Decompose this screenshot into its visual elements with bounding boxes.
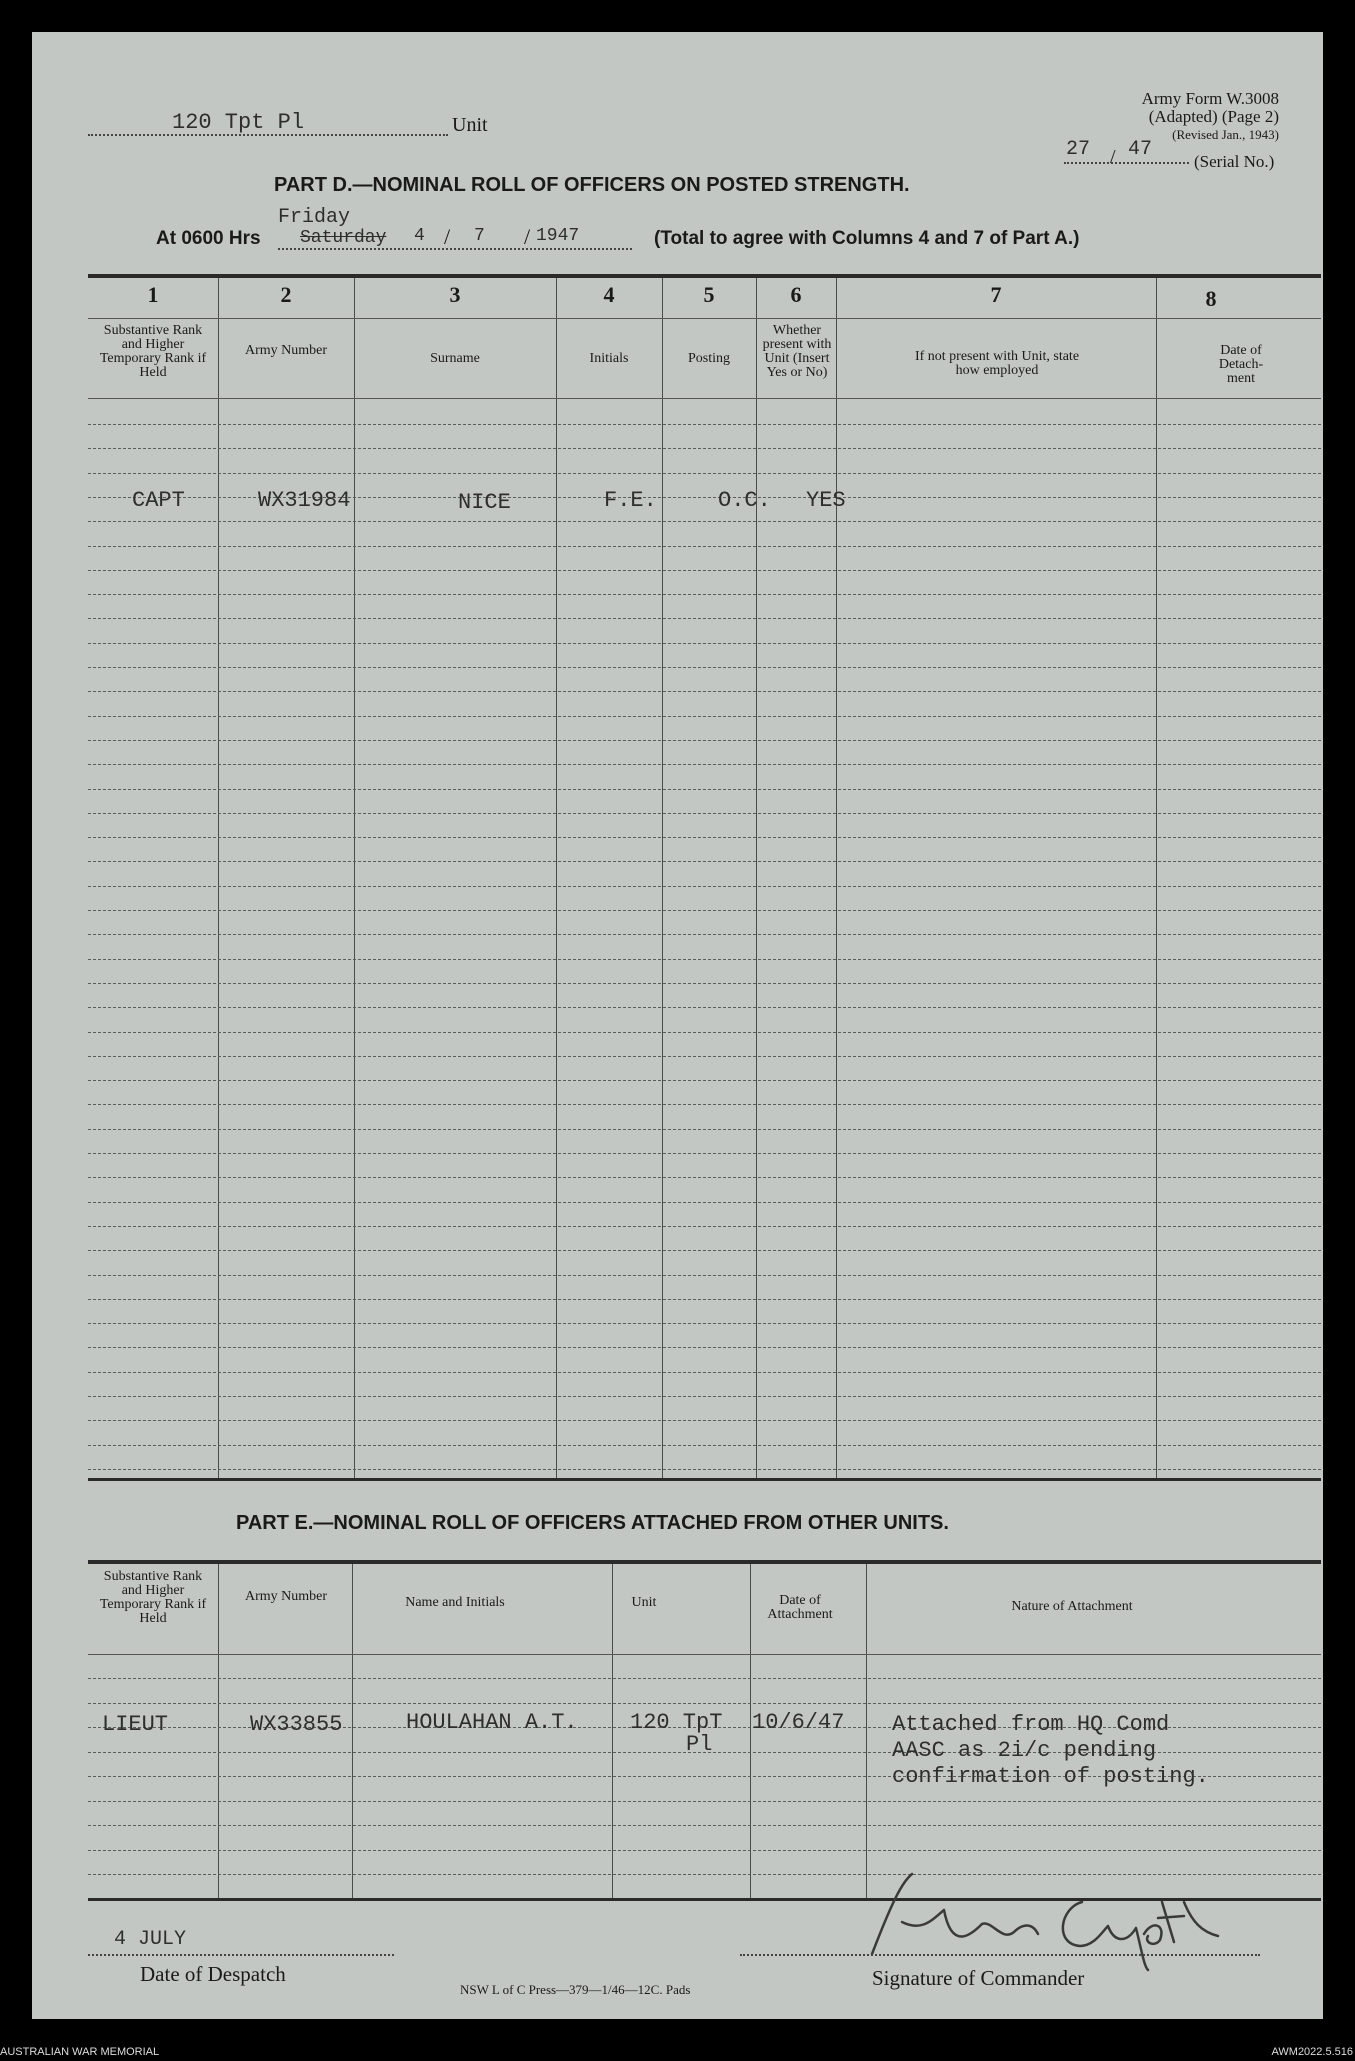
row-rule bbox=[88, 1032, 1321, 1033]
row-rule bbox=[88, 546, 1321, 547]
date-day: 4 bbox=[414, 226, 425, 246]
row-rule bbox=[88, 448, 1321, 449]
serial-b: 47 bbox=[1128, 138, 1153, 161]
e-hdr-rank: Substantive Rank and Higher Temporary Rank if Held bbox=[99, 1569, 207, 1626]
col-num-4: 4 bbox=[603, 282, 615, 307]
e-row-army-number: WX33855 bbox=[250, 1712, 343, 1737]
row-rule bbox=[88, 1420, 1321, 1421]
unit-value: 120 Tpt Pl bbox=[172, 110, 305, 135]
serial-line bbox=[1064, 162, 1189, 164]
row-rule bbox=[88, 1056, 1321, 1057]
col-num-3: 3 bbox=[449, 282, 461, 307]
day-written: Friday bbox=[278, 206, 351, 229]
row-rule bbox=[88, 1299, 1321, 1300]
form-adapted: (Adapted) (Page 2) bbox=[1148, 107, 1279, 126]
press-note: NSW L of C Press—379—1/46—12C. Pads bbox=[460, 1982, 691, 1997]
row-rule bbox=[88, 886, 1321, 887]
credit-right: AWM2022.5.516 bbox=[1271, 2046, 1353, 2058]
col-num-7: 7 bbox=[990, 282, 1002, 307]
row-rule bbox=[88, 1226, 1321, 1227]
row-rule bbox=[88, 983, 1321, 984]
row-rule bbox=[88, 1825, 1321, 1826]
day-crossed: Saturday bbox=[300, 228, 387, 248]
row-rule bbox=[88, 764, 1321, 765]
part-e-title: PART E.—NOMINAL ROLL OF OFFICERS ATTACHED FROM OTHER UNITS. bbox=[236, 1512, 949, 1534]
at-label: At 0600 Hrs bbox=[156, 228, 261, 249]
col-hdr-detachment: Date of Detach- ment bbox=[1218, 343, 1264, 386]
column-divider bbox=[866, 1564, 867, 1898]
signature-line bbox=[740, 1954, 1260, 1956]
row-rule bbox=[88, 521, 1321, 522]
despatch-line bbox=[88, 1954, 394, 1956]
d-row-army-number: WX31984 bbox=[258, 488, 351, 513]
col-hdr-present: Whether present with Unit (Insert Yes or No) bbox=[762, 323, 832, 380]
col-hdr-divider bbox=[88, 398, 1321, 399]
col-hdr-army-number: Army Number bbox=[244, 343, 328, 358]
d-row-surname: NICE bbox=[458, 490, 511, 515]
col-hdr-surname: Surname bbox=[430, 351, 480, 366]
row-rule bbox=[88, 570, 1321, 571]
col-hdr-rank: Substantive Rank and Higher Temporary Rank if Held bbox=[99, 323, 207, 380]
d-row-initials: F.E. bbox=[604, 488, 657, 513]
date-year: 1947 bbox=[536, 226, 580, 246]
row-rule bbox=[88, 910, 1321, 911]
unit-label: Unit bbox=[452, 114, 488, 136]
d-row-present: YES bbox=[806, 488, 846, 513]
e-row-rank: LIEUT bbox=[102, 1712, 169, 1737]
row-rule bbox=[88, 1202, 1321, 1203]
column-divider bbox=[218, 1564, 219, 1898]
row-rule bbox=[88, 1104, 1321, 1105]
row-rule bbox=[88, 1678, 1321, 1679]
row-rule bbox=[88, 1396, 1321, 1397]
row-rule bbox=[88, 934, 1321, 935]
e-row-nature-3: confirmation of posting. bbox=[892, 1764, 1209, 1789]
e-row-nature-1: Attached from HQ Comd bbox=[892, 1712, 1170, 1737]
e-hdr-army-number: Army Number bbox=[244, 1589, 328, 1604]
row-rule bbox=[88, 1801, 1321, 1802]
date-slash2: / bbox=[524, 224, 531, 249]
row-rule bbox=[88, 1129, 1321, 1130]
serial-slash: / bbox=[1110, 146, 1116, 168]
row-rule bbox=[88, 1323, 1321, 1324]
credit-left: AUSTRALIAN WAR MEMORIAL bbox=[0, 2046, 160, 2058]
date-line bbox=[278, 248, 632, 250]
row-rule bbox=[88, 1250, 1321, 1251]
column-divider bbox=[750, 1564, 751, 1898]
row-rule bbox=[88, 1372, 1321, 1373]
serial-label: (Serial No.) bbox=[1194, 152, 1275, 171]
row-rule bbox=[88, 667, 1321, 668]
serial-a: 27 bbox=[1066, 138, 1091, 161]
col-num-1: 1 bbox=[147, 282, 159, 307]
row-rule bbox=[88, 813, 1321, 814]
column-divider bbox=[612, 1564, 613, 1898]
row-rule bbox=[88, 1275, 1321, 1276]
d-row-posting: O.C. bbox=[718, 488, 771, 513]
part-d-title: PART D.—NOMINAL ROLL OF OFFICERS ON POSTED STRENGTH. bbox=[274, 174, 910, 196]
date-month: 7 bbox=[474, 226, 485, 246]
col-hdr-initials: Initials bbox=[589, 351, 629, 366]
unit-line bbox=[88, 134, 448, 136]
signature-label: Signature of Commander bbox=[872, 1966, 1085, 1990]
row-rule bbox=[88, 789, 1321, 790]
row-rule bbox=[88, 1445, 1321, 1446]
row-rule bbox=[88, 643, 1321, 644]
e-row-name: HOULAHAN A.T. bbox=[406, 1710, 578, 1735]
column-divider bbox=[352, 1564, 353, 1898]
row-rule bbox=[88, 1347, 1321, 1348]
despatch-value: 4 JULY bbox=[114, 1928, 187, 1951]
row-rule bbox=[88, 594, 1321, 595]
date-slash1: / bbox=[444, 224, 451, 249]
e-row-unit-1: 120 TpT bbox=[630, 1710, 723, 1735]
row-rule bbox=[88, 473, 1321, 474]
e-hdr-unit: Unit bbox=[631, 1595, 657, 1610]
row-rule bbox=[88, 1703, 1321, 1704]
e-hdr-date: Date of Attachment bbox=[767, 1593, 833, 1622]
col-hdr-how-employed: If not present with Unit, state how employed bbox=[914, 349, 1080, 378]
form-header bbox=[1142, 90, 1279, 144]
col-num-5: 5 bbox=[703, 282, 715, 307]
e-hdr-divider bbox=[88, 1654, 1321, 1655]
e-row-date: 10/6/47 bbox=[752, 1710, 845, 1735]
part-e-top-rule bbox=[88, 1560, 1321, 1564]
part-d-top-rule bbox=[88, 274, 1321, 278]
row-rule bbox=[88, 1153, 1321, 1154]
row-rule bbox=[88, 959, 1321, 960]
part-d-bottom-rule bbox=[88, 1478, 1321, 1481]
row-rule bbox=[88, 1007, 1321, 1008]
row-rule bbox=[88, 618, 1321, 619]
row-rule bbox=[88, 861, 1321, 862]
e-hdr-name: Name and Initials bbox=[405, 1595, 505, 1610]
row-rule bbox=[88, 1080, 1321, 1081]
part-d-note: (Total to agree with Columns 4 and 7 of Part A.) bbox=[654, 228, 1080, 249]
e-hdr-nature: Nature of Attachment bbox=[1011, 1599, 1133, 1614]
col-num-2: 2 bbox=[280, 282, 292, 307]
row-rule bbox=[88, 740, 1321, 741]
row-rule bbox=[88, 1469, 1321, 1470]
d-row-rank: CAPT bbox=[132, 488, 185, 513]
col-num-divider bbox=[88, 318, 1321, 319]
form-id: Army Form W.3008 bbox=[1141, 89, 1279, 108]
row-rule bbox=[88, 424, 1321, 425]
row-rule bbox=[88, 716, 1321, 717]
row-rule bbox=[88, 1850, 1321, 1851]
e-row-nature-2: AASC as 2i/c pending bbox=[892, 1738, 1157, 1763]
col-num-6: 6 bbox=[790, 282, 802, 307]
row-rule bbox=[88, 691, 1321, 692]
row-rule bbox=[88, 1177, 1321, 1178]
col-num-8: 8 bbox=[1205, 286, 1217, 311]
form-paper bbox=[32, 32, 1323, 2019]
form-revised: (Revised Jan., 1943) bbox=[1172, 127, 1279, 142]
e-row-unit-2: Pl bbox=[686, 1732, 713, 1757]
row-rule bbox=[88, 837, 1321, 838]
col-hdr-posting: Posting bbox=[687, 351, 730, 366]
despatch-label: Date of Despatch bbox=[140, 1962, 286, 1986]
